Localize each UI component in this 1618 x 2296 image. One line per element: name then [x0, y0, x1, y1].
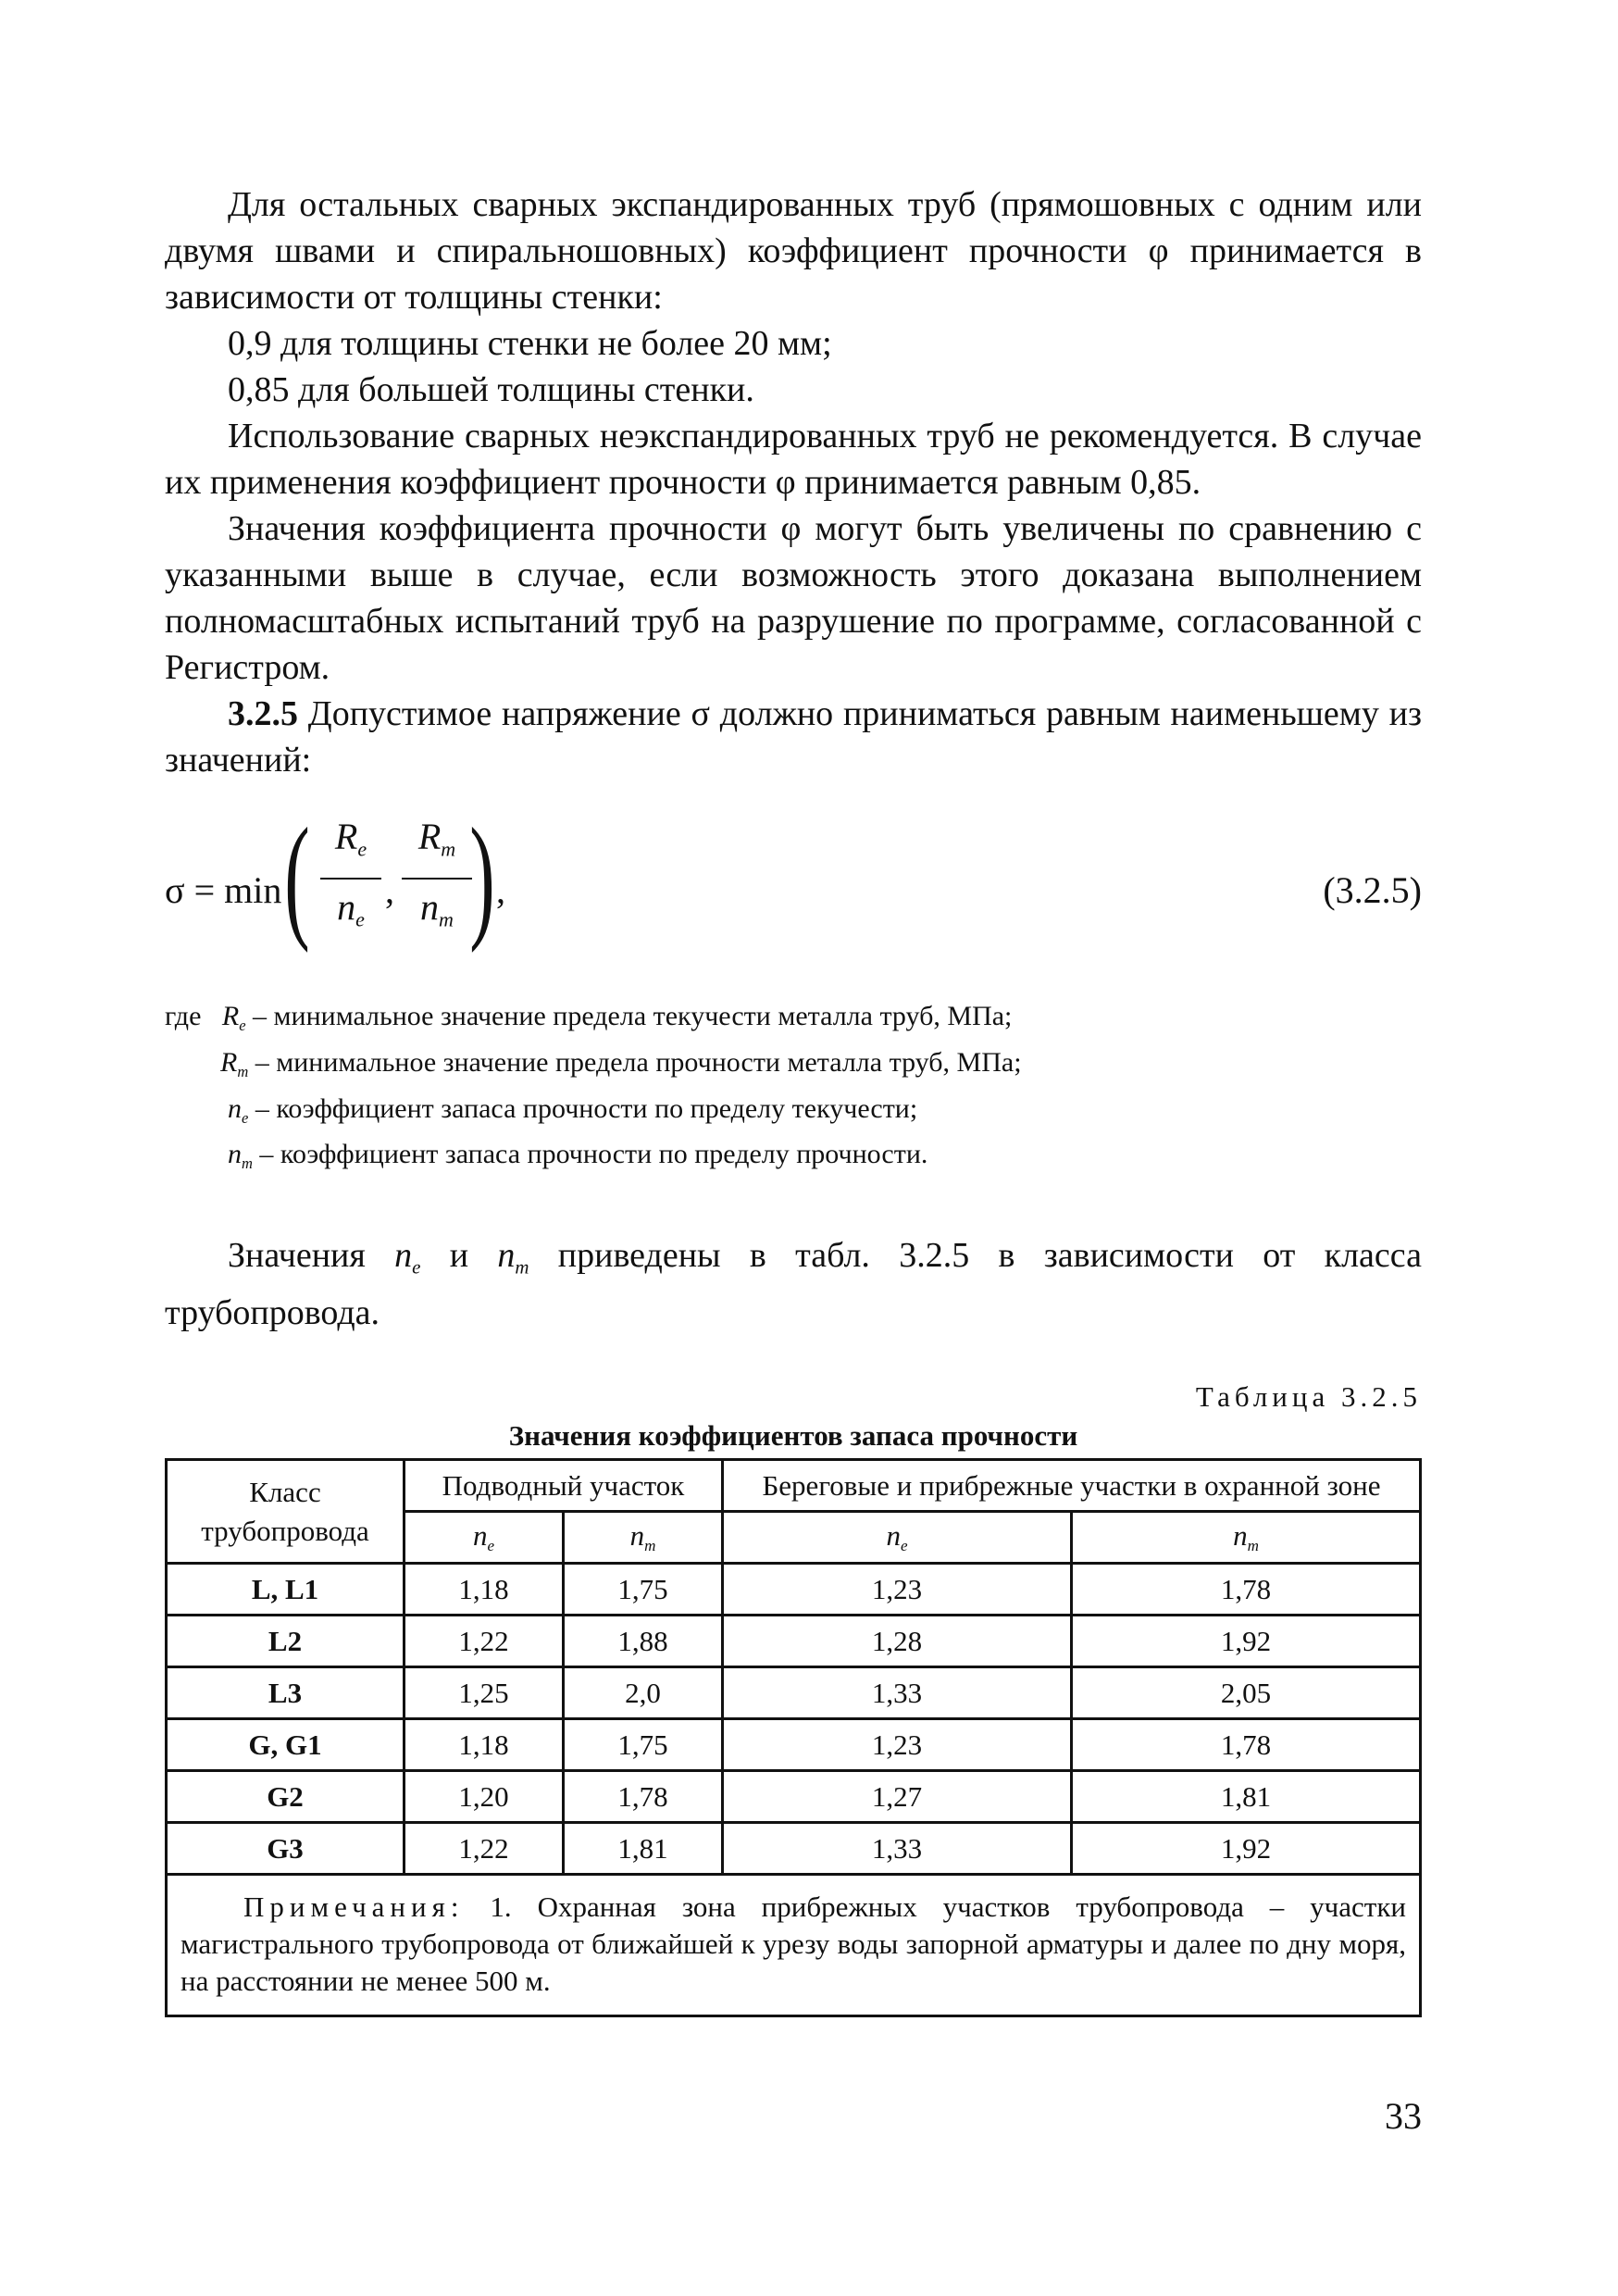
formula-close-paren: ): [469, 800, 495, 954]
table-row: L3 1,25 2,0 1,33 2,05: [167, 1667, 1421, 1719]
table-row: G3 1,22 1,81 1,33 1,92: [167, 1823, 1421, 1875]
table-note-row: [167, 1875, 1421, 2016]
header-nm-subsea: $n_m$: [564, 1512, 723, 1564]
fraction-bar: [402, 878, 472, 880]
fraction-numerator: $R_m$: [417, 816, 456, 861]
list-item-1: 0,9 для толщины стенки не более 20 мм;: [228, 324, 832, 363]
paragraph-4: [165, 691, 1422, 783]
table-note: [167, 1875, 1421, 2016]
note-label: Примечания:: [243, 1890, 465, 1924]
table-row: L, L1 1,18 1,75 1,23 1,78: [167, 1564, 1421, 1616]
formula-tag: (3.2.5): [1323, 869, 1422, 911]
formula-open-paren: (: [284, 800, 310, 954]
fraction-numerator: $R_e$: [334, 816, 367, 861]
where-block: [165, 998, 1422, 1182]
table-row: L2 1,22 1,88 1,28 1,92: [167, 1616, 1421, 1667]
formula-lhs: σ = min: [165, 869, 282, 911]
page-content: [165, 181, 1422, 2017]
fraction-bar: [320, 878, 381, 880]
paragraph-3: Значения коэффициента прочности φ могут быть увеличены по сравнению с указанными выше в случае, если возможность этого доказана выполнением полномасштабных испытаний труб на разрушение по программе, согласованной с Регистром.: [165, 509, 1422, 687]
paragraph-1: Для остальных сварных экспандированных труб (прямошовных с одним или двумя швами и спиральношовных) коэффициент прочности φ принимается в зависимости от толщины стенки:: [165, 185, 1422, 317]
formula-tail-comma: ,: [496, 869, 505, 911]
header-ne-shore: $n_e$: [723, 1512, 1072, 1564]
formula-comma: ,: [385, 869, 394, 911]
header-class: Класс трубопровода: [167, 1460, 404, 1564]
fraction-denominator: $n_m$: [420, 885, 454, 931]
fraction-re-ne: [320, 815, 381, 942]
note-text: 1. Охранная зона прибрежных участков трубопровода – участки магистрального трубопровода от ближайшей к урезу воды запорной арматуры и далее по дну моря, на расстоянии не менее 500 м.: [180, 1890, 1406, 1998]
safety-factor-table: [165, 1458, 1422, 2017]
header-ne-subsea: $n_e$: [404, 1512, 564, 1564]
formula-3-2-5: [165, 802, 1422, 978]
fraction-rm-nm: [402, 815, 472, 942]
header-subsea: Подводный участок: [404, 1460, 723, 1512]
paragraph-2: Использование сварных неэкспандированных труб не рекомендуется. В случае их применения коэффициент прочности φ принимается равным 0,85.: [165, 417, 1422, 502]
where-row-1: где $R_e$ – минимальное значение предела текучести металла труб, МПа;: [165, 1001, 1013, 1034]
list-item-2: 0,85 для большей толщины стенки.: [228, 370, 754, 409]
table-caption: Таблица 3.2.5: [1195, 1380, 1422, 1414]
table-header-row: [167, 1460, 1421, 1512]
table-title: Значения коэффициентов запаса прочности: [508, 1419, 1078, 1453]
section-number: 3.2.5: [228, 694, 298, 733]
where-row-3: $n_e$ – коэффициент запаса прочности по пределу текучести;: [228, 1092, 918, 1127]
table-row: G2 1,20 1,78 1,27 1,81: [167, 1771, 1421, 1823]
header-shore: Береговые и прибрежные участки в охранной зоне: [723, 1460, 1421, 1512]
paragraph-5: Значения $n_e$ и $n_m$ приведены в табл. 3.2.5 в зависимости от класса трубопровода.: [165, 1236, 1422, 1333]
fraction-denominator: $n_e$: [337, 885, 365, 931]
where-row-4: $n_m$ – коэффициент запаса прочности по пределу прочности.: [228, 1139, 928, 1173]
header-nm-shore: $n_m$: [1072, 1512, 1421, 1564]
table-row: G, G1 1,18 1,75 1,23 1,78: [167, 1719, 1421, 1771]
paragraph-4-text: Допустимое напряжение σ должно приниматься равным наименьшему из значений:: [165, 694, 1422, 780]
where-row-2: $R_m$ – минимальное значение предела прочности металла труб, МПа;: [220, 1046, 1022, 1080]
page-number: 33: [1385, 2095, 1422, 2137]
